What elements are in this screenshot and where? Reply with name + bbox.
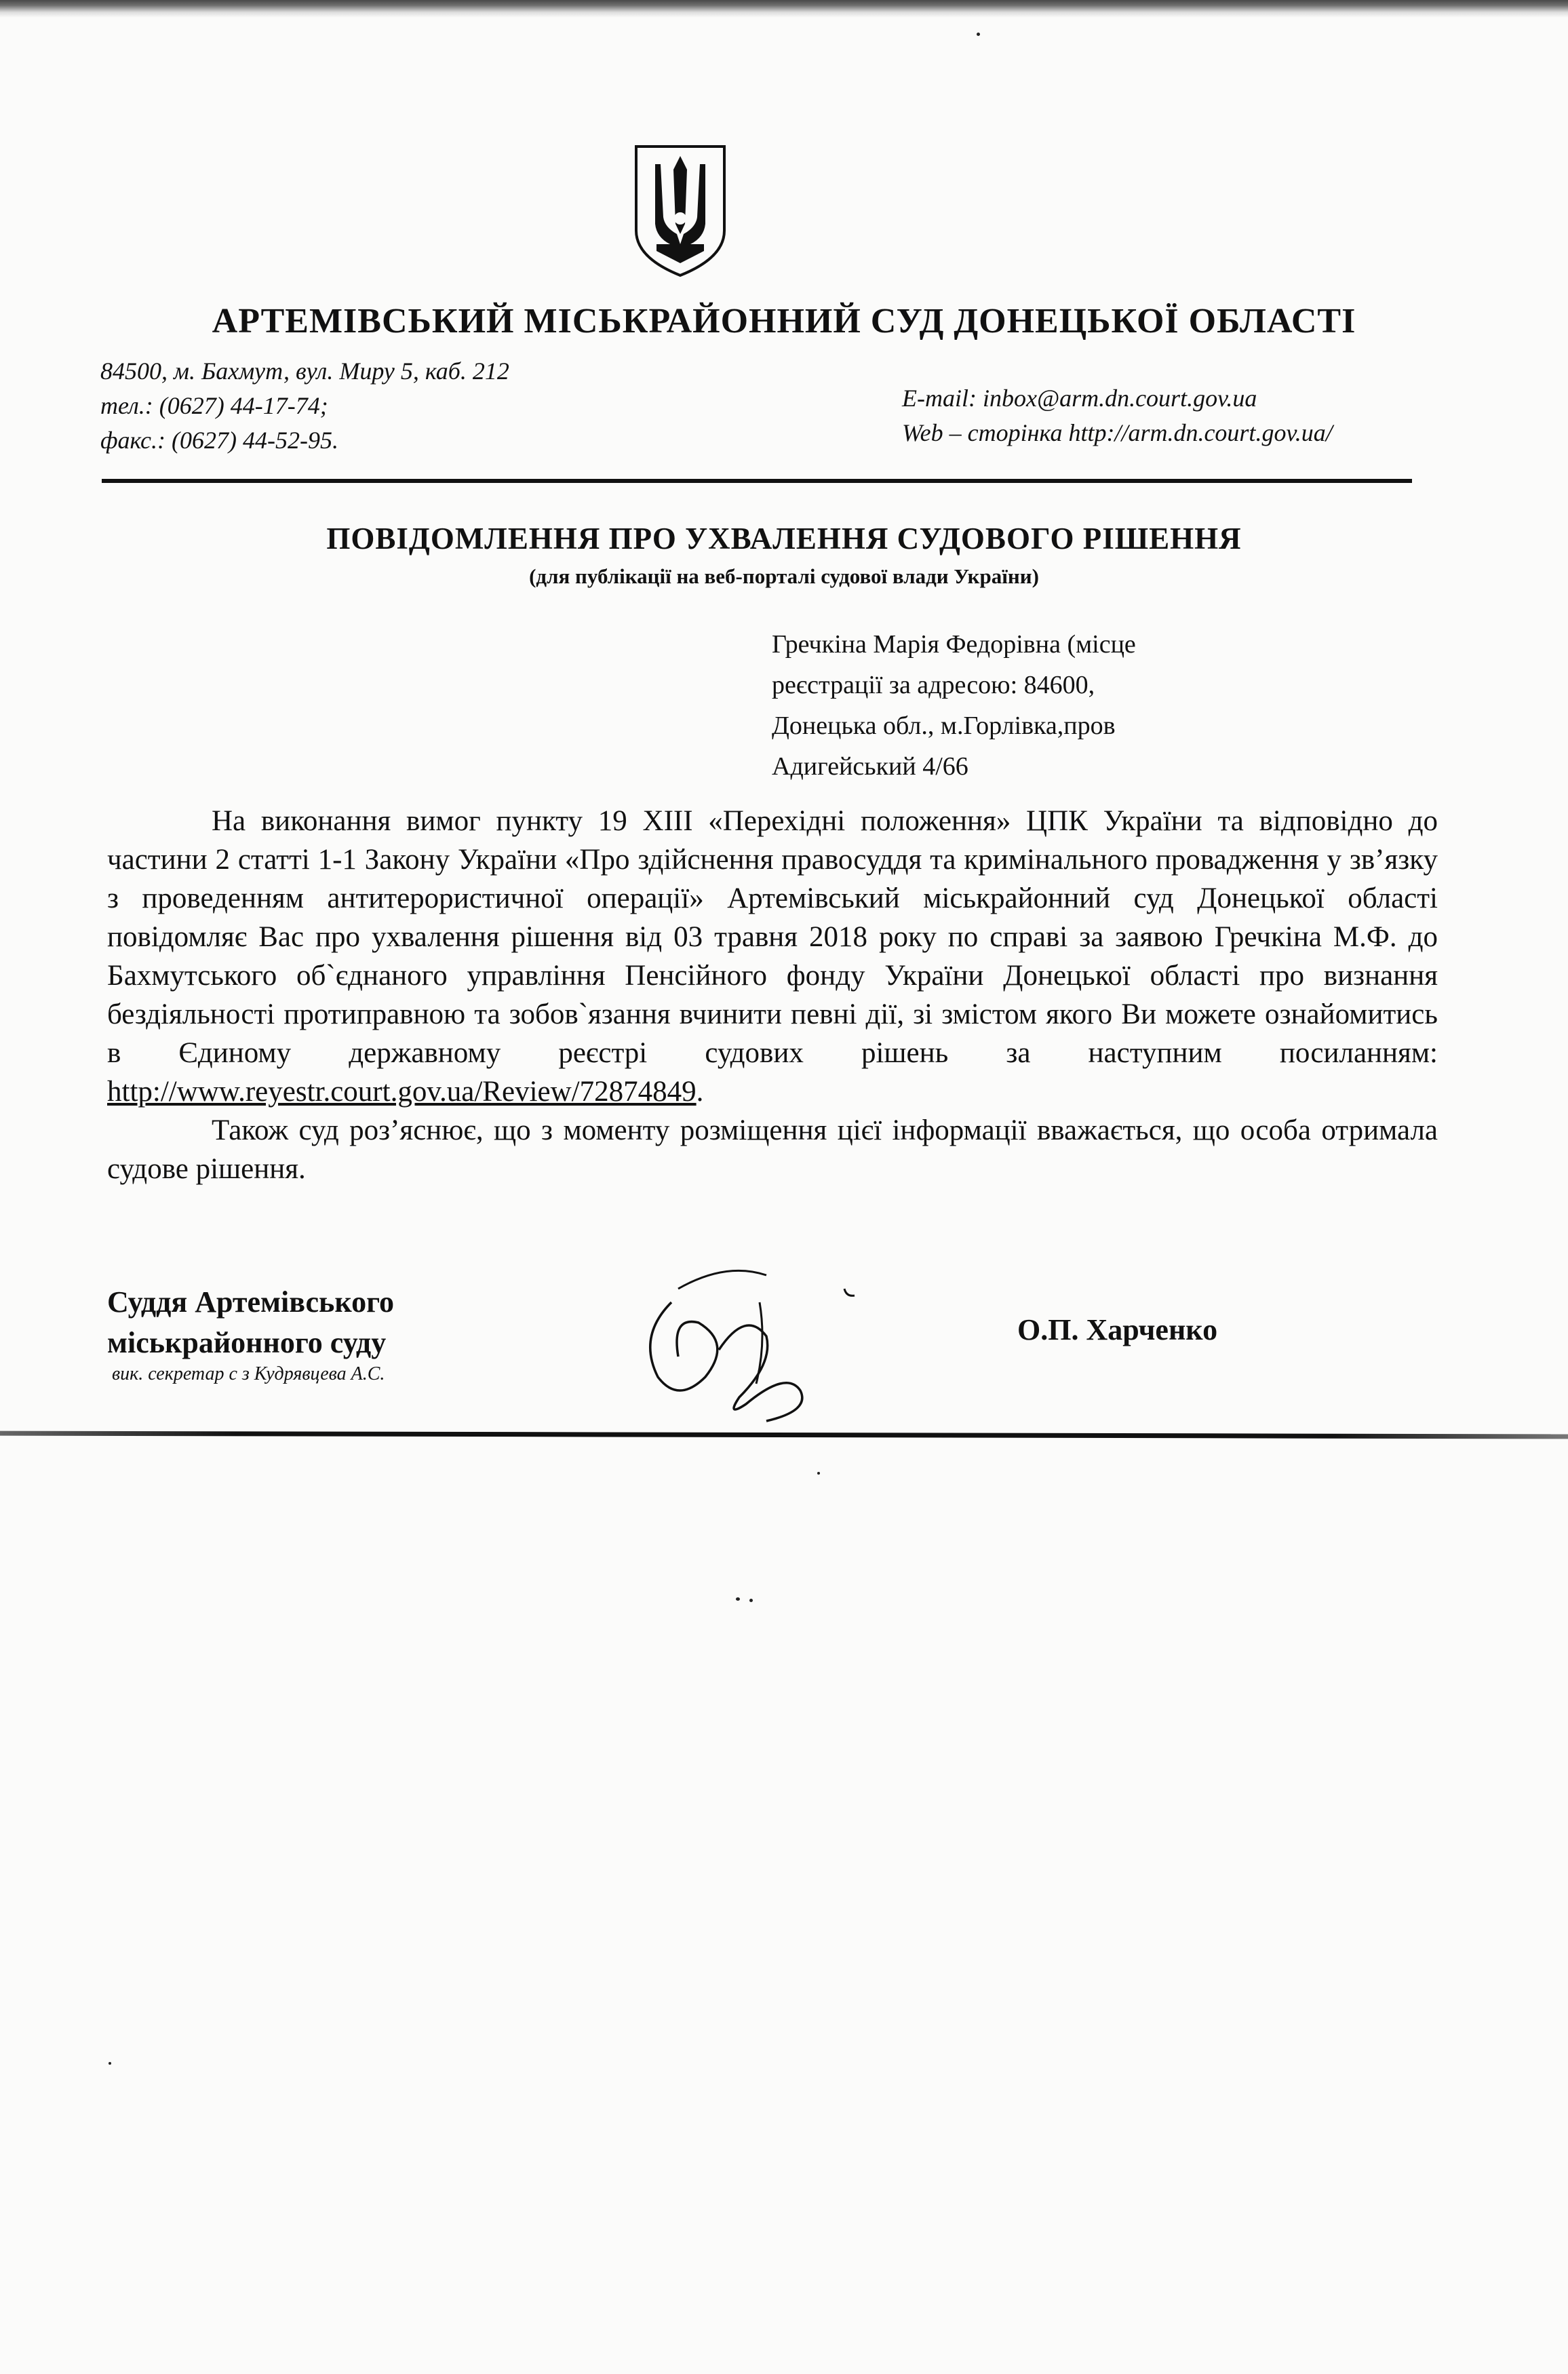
address-line: 84500, м. Бахмут, вул. Миру 5, каб. 212 [100, 357, 509, 385]
notice-subtitle: (для публікації на веб-порталі судової влади України) [529, 564, 1039, 588]
scan-speck [749, 1599, 753, 1602]
scan-edge-shadow [0, 0, 1568, 18]
judge-position [107, 1282, 394, 1363]
phone-line: тел.: (0627) 44-17-74; [100, 392, 328, 419]
fax-line: факс.: (0627) 44-52-95. [100, 427, 338, 454]
judge-position-line: міськрайонного суду [107, 1326, 387, 1359]
header-divider [102, 479, 1412, 483]
executor-note: вик. секретар с з Кудрявцева А.С. [112, 1363, 385, 1384]
recipient-line: Адигейський 4/66 [772, 752, 968, 781]
body-paragraph-end: . [696, 1076, 704, 1108]
scan-speck [736, 1597, 740, 1601]
judge-name: О.П. Харченко [1017, 1313, 1218, 1346]
body-paragraph: Також суд роз’яснює, що з моменту розміщення цієї інформації вважається, що особа отримала судове рішення. [107, 1114, 1438, 1185]
email-line: E-mail: inbox@arm.dn.court.gov.ua [902, 385, 1257, 412]
court-address [100, 354, 509, 458]
court-contacts [902, 381, 1333, 450]
notice-body [107, 802, 1438, 1188]
recipient-line: Донецька обл., м.Горлівка,пров [772, 712, 1116, 740]
notice-title: ПОВІДОМЛЕННЯ ПРО УХВАЛЕННЯ СУДОВОГО РІШЕННЯ [326, 522, 1242, 556]
trident-emblem-icon [629, 142, 731, 278]
recipient-block [772, 624, 1260, 787]
scan-speck [817, 1472, 820, 1475]
scan-speck [109, 2062, 111, 2065]
body-paragraph-text: На виконання вимог пункту 19 ХIII «Перехідні положення» ЦПК України та відповідно до частини 2 статті 1-1 Закону України «Про здійснення правосуддя та кримінального провадження у зв’язку з проведенням антитерористичної операції» Артемівський міськрайонний суд Донецької області повідомляє Вас про ухвалення рішення від 03 травня 2018 року по справі за заявою Гречкіна М.Ф. до Бахмутського об`єднаного управління Пенсійного фонду України Донецької області про визнання бездіяльності протиправною та зобов`язання вчинити певні дії, зі змістом якого Ви можете ознайомитись в Єдиному державному реєстрі судових рішень за наступним посиланням: [107, 805, 1438, 1069]
registry-link[interactable]: http://www.reyestr.court.gov.ua/Review/72874849 [107, 1076, 697, 1108]
court-name: АРТЕМІВСЬКИЙ МІСЬКРАЙОННИЙ СУД ДОНЕЦЬКОЇ ОБЛАСТІ [212, 302, 1356, 340]
handwritten-signature [631, 1262, 916, 1424]
body-paragraph [107, 802, 1438, 1111]
recipient-line: Гречкіна Марія Федорівна (місце [772, 630, 1136, 659]
website-line: Web – сторінка http://arm.dn.court.gov.ua/ [902, 419, 1333, 446]
judge-position-line: Суддя Артемівського [107, 1285, 394, 1319]
scan-speck [977, 33, 980, 36]
recipient-line: реєстрації за адресою: 84600, [772, 671, 1095, 699]
footer-divider [0, 1431, 1568, 1439]
